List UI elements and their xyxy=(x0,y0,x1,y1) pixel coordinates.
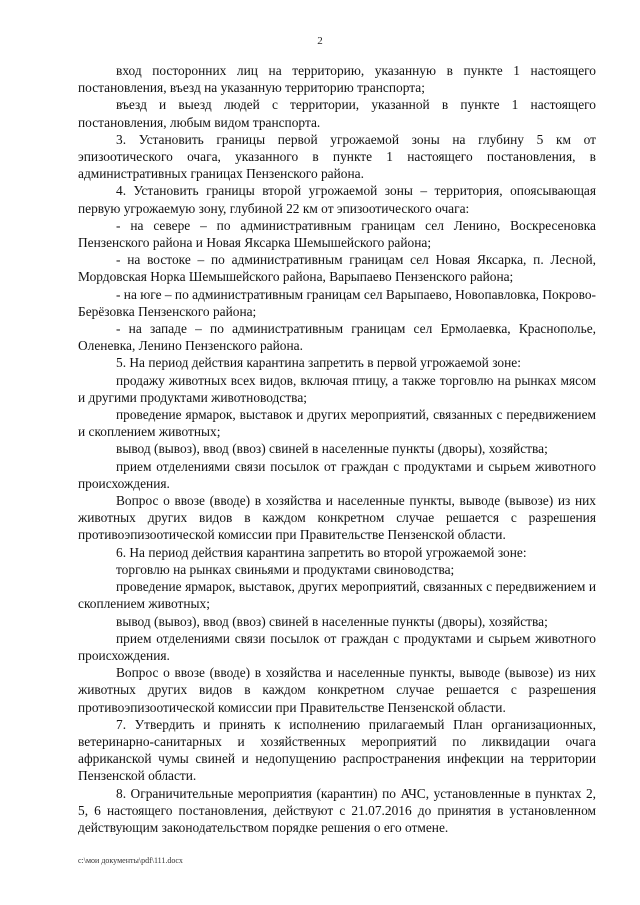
paragraph: - на севере – по административным границам сел Ленино, Воскресеновка Пензенского района и Новая Яксарка Шемышейского района; xyxy=(78,217,596,251)
paragraph: 5. На период действия карантина запретить в первой угрожаемой зоне: xyxy=(116,355,521,371)
paragraph: - на юге – по административным границам сел Варыпаево, Новопавловка, Покрово-Берёзовка Пензенского района; xyxy=(78,286,596,319)
paragraph: 3. Установить границы первой угрожаемой зоны на глубину 5 км от эпизоотического очага, указанного в пункте 1 настоящего постановления, в административных границах Пензенского района. xyxy=(78,131,596,182)
paragraph: вывод (вывоз), ввод (ввоз) свиней в населенные пункты (дворы), хозяйства; xyxy=(116,441,548,457)
paragraph: 4. Установить границы второй угрожаемой зоны – территория, опоясывающая первую угрожаемую зону, глубиной 22 км от эпизоотического очага: xyxy=(78,183,596,216)
paragraph: проведение ярмарок, выставок, других мероприятий, связанных с передвижением и скоплением животных; xyxy=(78,579,596,612)
paragraph: торговлю на рынках свиньями и продуктами свиноводства; xyxy=(116,561,455,577)
paragraph: - на востоке – по административным границам сел Новая Яксарка, п. Лесной, Мордовская Норка Шемышейского района, Варыпаево Пензенского района; xyxy=(78,252,596,285)
paragraph: вывод (вывоз), ввод (ввоз) свиней в населенные пункты (дворы), хозяйства; xyxy=(116,613,548,629)
paragraph: продажу животных всех видов, включая птицу, а также торговлю на рынках мясом и другими продуктами животноводства; xyxy=(78,372,596,405)
paragraph: 6. На период действия карантина запретить во второй угрожаемой зоне: xyxy=(116,544,527,560)
document-body xyxy=(78,62,596,836)
paragraph: въезд и выезд людей с территории, указанной в пункте 1 настоящего постановления, любым видом транспорта. xyxy=(78,97,596,130)
paragraph: прием отделениями связи посылок от граждан с продуктами и сырьем животного происхождения. xyxy=(78,630,596,663)
paragraph: 8. Ограничительные мероприятия (карантин) по АЧС, установленные в пунктах 2, 5, 6 настоящего постановления, действуют с 21.07.2016 до принятия в установленном действующим законодательством порядке решения о его отмене. xyxy=(78,785,596,835)
page-number: 2 xyxy=(317,35,323,47)
paragraph: Вопрос о ввозе (вводе) в хозяйства и населенные пункты, выводе (вывозе) из них животных других видов в каждом конкретном случае решается с разрешения противоэпизоотической комиссии при Правительстве Пензенской области. xyxy=(78,493,596,543)
paragraph: - на западе – по административным границам сел Ермолаевка, Краснополье, Оленевка, Ленино Пензенского района. xyxy=(78,321,596,354)
paragraph: проведение ярмарок, выставок и других мероприятий, связанных с передвижением и скоплением животных; xyxy=(78,407,596,440)
footer-file-path: c:\мои документы\pdf\111.docx xyxy=(78,856,183,865)
paragraph: 7. Утвердить и принять к исполнению прилагаемый План организационных, ветеринарно-санитарных и хозяйственных мероприятий по ликвидации очага африканской чумы свиней и недопущению распространения инфекции на территории Пензенской области. xyxy=(78,716,596,784)
paragraph: Вопрос о ввозе (вводе) в хозяйства и населенные пункты, выводе (вывозе) из них животных других видов в каждом конкретном случае решается с разрешения противоэпизоотической комиссии при Правительстве Пензенской области. xyxy=(78,665,596,715)
paragraph: вход посторонних лиц на территорию, указанную в пункте 1 настоящего постановления, въезд на указанную территорию транспорта; xyxy=(78,63,596,96)
paragraph: прием отделениями связи посылок от граждан с продуктами и сырьем животного происхождения. xyxy=(78,458,596,491)
